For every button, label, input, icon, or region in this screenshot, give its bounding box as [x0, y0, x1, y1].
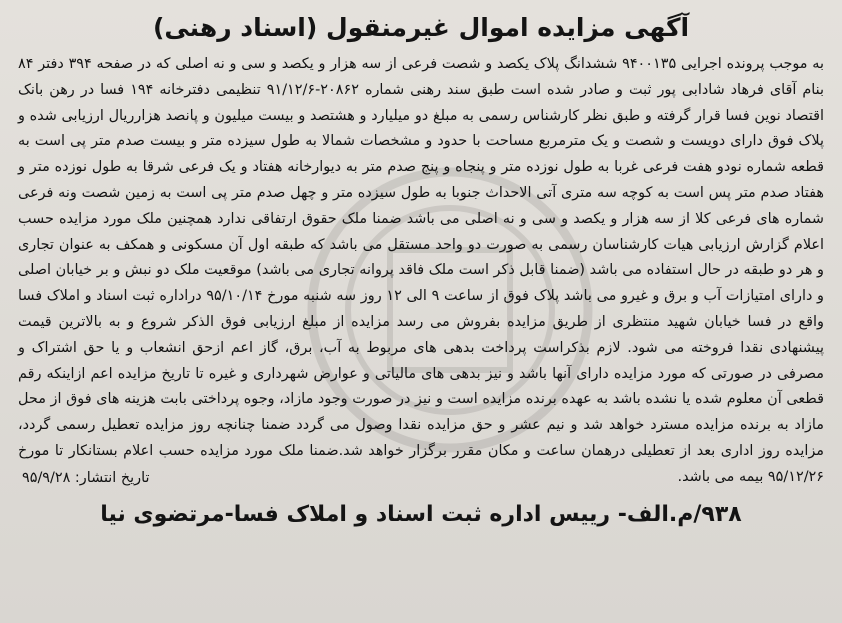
publish-date-label: تاریخ انتشار:	[74, 469, 150, 486]
notice-title: آگهی مزایده اموال غیرمنقول (اسناد رهنی)	[152, 13, 690, 42]
publish-date-value: ۹۵/۹/۲۸	[22, 469, 71, 486]
notice-signature: ۹۳۸/م.الف- رییس اداره ثبت اسناد و املاک فسا-مرتضوی نیا	[100, 501, 742, 527]
notice-body: به موجب پرونده اجرایی ۹۴۰۰۱۳۵ ششدانگ پلاک یکصد و شصت فرعی از سه هزار و یکصد و سی و نه اصلی که در صفحه ۳۹۴ دفتر ۸۴ بنام آقای فرهاد شادابی پور ثبت و صادر شده است طبق سند رهنی شماره ۲۰۸۶۲-۹۱/۱۲/۶ تنظیمی دفترخانه ۱۹۴ فسا در رهن بانک اقتصاد نوین فسا قرار گرفته و طبق نظر کارشناس رسمی به مبلغ دو میلیارد و هشتصد و بیست میلیون و پانصد هزارریال ارزیابی شده و پلاک فوق دارای دویست و شصت و یک مترمربع مساحت با حدود و مشخصات شمالا به طول سیزده متر و بیست صدم متر پی است به قطعه شماره نودو هفت فرعی غربا به طول نوزده متر و پنجاه و پنج صدم متر به دیوارخانه هفتاد و یک فرعی شرقا به طول نوزده متر و هفتاد صدم متر پس است به کوچه سه متری آتی الاحداث جنوبا به طول سیزده متر و چهل صدم متر پی است به زمین شصت ونه فرعی شماره های فرعی کلا از سه هزار و یکصد و سی و نه اصلی می باشد ضمنا ملک حقوق ارتفاقی ندارد همچنین ملک مورد مزایده حسب اعلام گزارش ارزیابی هیات کارشناسان رسمی به صورت دو واحد مستقل می باشد که طبقه اول آن مسکونی و همکف به عنوان تجاری و هر دو طبقه در حال استفاده می باشد (ضمنا قابل ذکر است ملک فاقد پروانه تجاری می باشد) موقعیت ملک دو نبش و بر خیابان اصلی و دارای امتیازات آب و برق و غیرو می باشد پلاک فوق از ساعت ۹ الی ۱۲ روز سه شنبه مورخ ۹۵/۱۰/۱۴ دراداره ثبت اسناد و املاک فسا واقع در فسا خیابان شهید منتظری از طریق مزایده بفروش می رسد مزایده از مبلغ ارزیابی فوق الذکر شروع و به بالاترین قیمت پیشنهادی نقدا فروخته می شود. لازم بذکراست پرداخت بدهی های مربوط به آب، برق، گاز اعم ازحق انشعاب و یا حق اشتراک و مصرفی در صورتی که مورد مزایده دارای آنها باشد و نیز بدهی های مالیاتی و عوارض شهرداری و غیره تا تاریخ مزایده اعم ازاینکه رقم قطعی آن معلوم شده یا نشده باشد به عهده برنده مزایده است و نیز در صورت وجود مازاد، وجوه پرداختی بابت هزینه های فوق از محل مازاد به برنده مزایده مسترد خواهد شد و نیم عشر و حق مزایده نقدا وصول می گردد ضمنا چنانچه روز مزایده تعطیل رسمی گردد، مزایده روز اداری بعد از تعطیلی درهمان ساعت و مکان مقرر برگزار خواهد شد.ضمنا ملک مورد مزایده حسب اعلام بستانکار تا مورخ ۹۵/۱۲/۲۶ بیمه می باشد.	[18, 56, 824, 485]
